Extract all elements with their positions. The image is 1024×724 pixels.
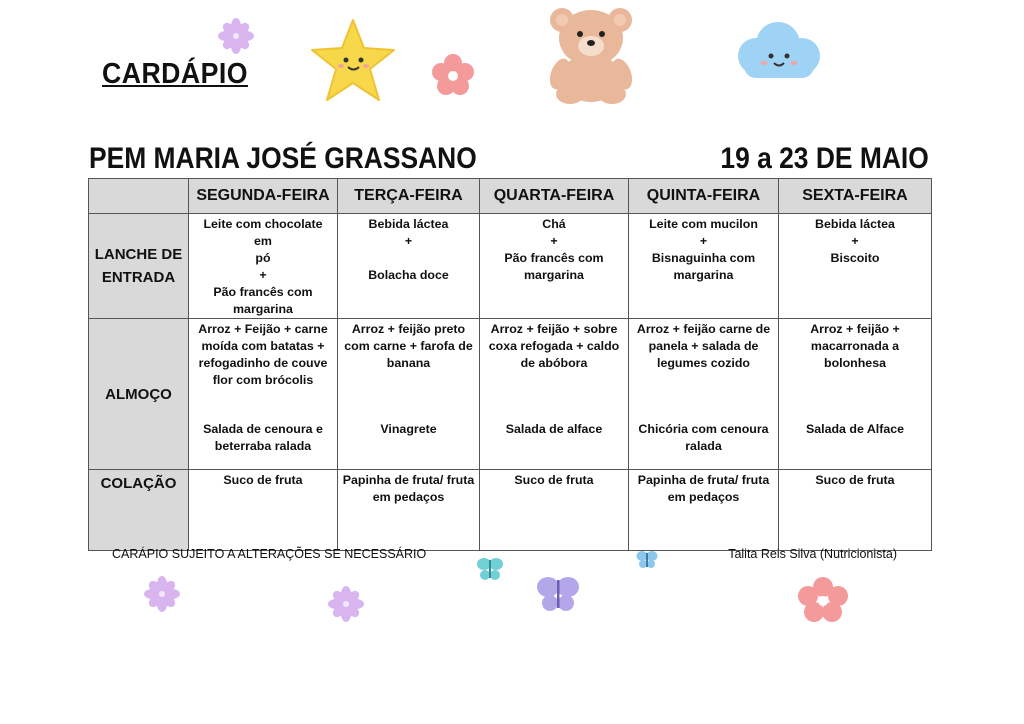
corner-cell xyxy=(89,179,189,214)
lanche-monday xyxy=(189,214,338,319)
menu-line: Arroz + feijão preto xyxy=(351,322,466,336)
day-header-monday: SEGUNDA-FEIRA xyxy=(189,179,338,214)
menu-line: com carne + farofa de xyxy=(344,339,473,353)
menu-line: Suco de fruta xyxy=(223,473,303,487)
menu-line: Arroz + feijão + xyxy=(810,322,900,336)
menu-line: em pedaços xyxy=(667,490,740,504)
colacao-tuesday xyxy=(338,470,480,551)
menu-line: + xyxy=(259,268,267,282)
day-header-tuesday: TERÇA-FEIRA xyxy=(338,179,480,214)
row-label-line: LANCHE DE xyxy=(94,246,183,263)
colacao-row xyxy=(89,470,932,551)
menu-line: flor com brócolis xyxy=(212,373,314,387)
menu-line: Papinha de fruta/ fruta xyxy=(342,473,475,487)
lanche-friday xyxy=(779,214,932,319)
menu-line: Papinha de fruta/ fruta xyxy=(637,473,770,487)
almoco-thursday xyxy=(629,319,779,470)
menu-line: banana xyxy=(386,356,431,370)
day-header-wednesday: QUARTA-FEIRA xyxy=(480,179,629,214)
teddy-bear-icon xyxy=(544,4,638,104)
menu-line: margarina xyxy=(673,268,734,282)
colacao-row-label: COLAÇÃO xyxy=(89,470,189,551)
menu-line: em pedaços xyxy=(372,490,445,504)
menu-line: Pão francês com xyxy=(213,285,313,299)
menu-line: Suco de fruta xyxy=(514,473,594,487)
salad-line: ralada xyxy=(685,439,722,453)
menu-line: Bolacha doce xyxy=(368,268,449,282)
school-name: PEM MARIA JOSÉ GRASSANO xyxy=(89,142,477,175)
star-icon xyxy=(308,16,398,104)
lanche-row xyxy=(89,214,932,319)
menu-line: + xyxy=(851,234,859,248)
menu-line: pó xyxy=(255,251,271,265)
almoco-row-label: ALMOÇO xyxy=(89,319,189,470)
lilac-flower-icon xyxy=(144,576,180,612)
salad-gap xyxy=(193,389,333,421)
menu-line: Arroz + feijão + sobre xyxy=(490,322,618,336)
menu-table xyxy=(88,178,932,551)
almoco-monday xyxy=(189,319,338,470)
menu-line: + xyxy=(699,234,708,248)
date-range: 19 a 23 DE MAIO xyxy=(720,142,929,175)
menu-line: moída com batatas + xyxy=(201,339,325,353)
salad-gap xyxy=(633,372,774,421)
menu-line: Leite com chocolate em xyxy=(203,217,323,248)
butterfly-icon xyxy=(476,556,504,582)
menu-line: Bebida láctea xyxy=(815,217,895,231)
menu-line: Bebida láctea xyxy=(368,217,449,231)
menu-line: Arroz + Feijão + carne xyxy=(198,322,328,336)
menu-line: Bisnaguinha com xyxy=(651,251,756,265)
lilac-flower-icon xyxy=(328,586,364,622)
menu-line: + xyxy=(550,234,558,248)
lanche-tuesday xyxy=(338,214,480,319)
menu-line: Arroz + feijão carne de xyxy=(636,322,771,336)
lilac-flower-icon xyxy=(218,18,254,54)
almoco-wednesday xyxy=(480,319,629,470)
menu-line: Suco de fruta xyxy=(815,473,895,487)
lanche-wednesday xyxy=(480,214,629,319)
menu-line: + xyxy=(404,234,413,248)
salad-gap xyxy=(783,372,927,421)
almoco-friday xyxy=(779,319,932,470)
menu-line: margarina xyxy=(233,302,293,316)
footer-note: CARÁPIO SUJEITO A ALTERAÇÕES SE NECESSÁRIO xyxy=(112,547,427,561)
days-header-row xyxy=(89,179,932,214)
menu-line: coxa refogada + caldo xyxy=(488,339,620,353)
pink-flower-icon xyxy=(794,576,852,624)
colacao-monday xyxy=(189,470,338,551)
menu-line: Leite com mucilon xyxy=(649,217,758,231)
menu-line: macarronada a xyxy=(810,339,900,353)
salad-gap xyxy=(484,372,624,421)
salad-line: Salada de alface xyxy=(505,422,603,436)
menu-line: Chá xyxy=(542,217,566,231)
menu-line: Pão francês com xyxy=(504,251,604,265)
pink-flower-icon xyxy=(430,52,476,98)
cloud-icon xyxy=(730,14,828,88)
lanche-thursday xyxy=(629,214,779,319)
menu-line: margarina xyxy=(524,268,584,282)
menu-line: legumes cozido xyxy=(657,356,750,370)
row-label-line: ENTRADA xyxy=(101,269,176,286)
lanche-row-label xyxy=(89,214,189,319)
page-title: CARDÁPIO xyxy=(102,58,248,90)
salad-line: beterraba ralada xyxy=(214,439,312,453)
salad-line: Chicória com cenoura xyxy=(638,422,769,436)
day-header-thursday: QUINTA-FEIRA xyxy=(629,179,779,214)
salad-line: Salada de cenoura e xyxy=(203,422,323,436)
almoco-tuesday xyxy=(338,319,480,470)
menu-line: panela + salada de xyxy=(648,339,759,353)
colacao-thursday xyxy=(629,470,779,551)
menu-line: refogadinho de couve xyxy=(198,356,328,370)
day-header-friday: SEXTA-FEIRA xyxy=(779,179,932,214)
colacao-wednesday xyxy=(480,470,629,551)
salad-line: Vinagrete xyxy=(380,422,437,436)
menu-line: bolonhesa xyxy=(824,356,886,370)
menu-line: Biscoito xyxy=(830,251,880,265)
salad-gap xyxy=(342,372,475,421)
menu-line-spacer xyxy=(342,250,475,267)
colacao-friday xyxy=(779,470,932,551)
butterfly-icon xyxy=(636,550,658,570)
menu-line: de abóbora xyxy=(520,356,588,370)
nutritionist-credit: Talita Reis Silva (Nutricionista) xyxy=(728,547,897,561)
almoco-row xyxy=(89,319,932,470)
butterfly-icon xyxy=(536,574,580,614)
salad-line: Salada de Alface xyxy=(805,422,905,436)
